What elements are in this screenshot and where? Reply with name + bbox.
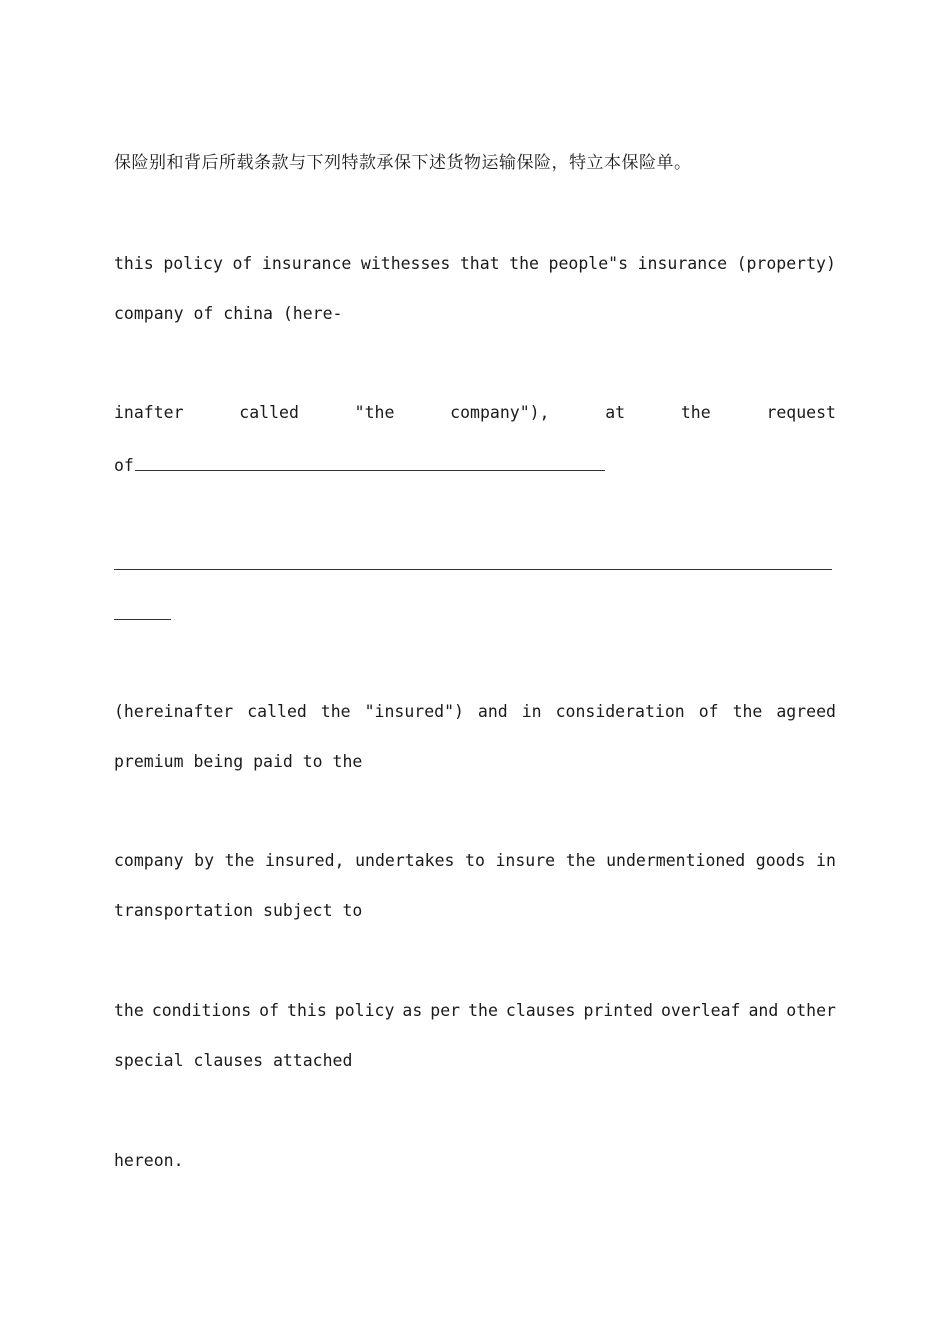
word: the [468,1001,498,1020]
policy-line-11: hereon. [114,1151,184,1170]
word: undermentioned [606,851,746,870]
word: insurance [637,254,727,273]
word: the [732,702,763,721]
word: in [816,851,836,870]
word: people"s [548,254,629,273]
word: insure [495,851,556,870]
word: agreed [776,702,836,721]
word: company"), [450,403,550,422]
word: of [232,254,253,273]
policy-line-7 [114,850,836,872]
insured-name-blank[interactable] [135,452,605,471]
policy-line-3 [114,402,836,424]
policy-line-5 [114,701,836,723]
word: as [402,1001,423,1020]
word: to [465,851,485,870]
word: goods [755,851,806,870]
word: "the [354,403,395,422]
insured-name-blank-continued[interactable] [114,569,832,570]
word: per [430,1001,461,1020]
policy-line-9 [114,1000,836,1022]
word: the [320,702,351,721]
insured-name-blank-end[interactable] [114,619,171,620]
word: printed [583,1001,653,1020]
word: in [521,702,542,721]
word: that [459,254,500,273]
word: consideration [555,702,685,721]
chinese-clause-line: 保险别和背后所载条款与下列特款承保下述货物运输保险，特立本保险单。 [114,153,692,173]
policy-line-2: company of china (here- [114,304,343,323]
word: the [224,851,255,870]
word: of [698,702,719,721]
policy-line-6: premium being paid to the [114,752,363,771]
word: policy [334,1001,395,1020]
request-of-label: of [114,456,134,475]
word: at [605,403,626,422]
word: (hereinafter [114,702,234,721]
word: undertakes [355,851,455,870]
word: called [247,702,307,721]
word: request [766,403,836,422]
word: by [194,851,215,870]
word: the [565,851,596,870]
word: this [287,1001,327,1020]
word: the [114,1001,144,1020]
word: insurance [261,254,352,273]
word: overleaf [660,1001,741,1020]
word: and [477,702,508,721]
word: clauses [505,1001,576,1020]
word: policy [163,254,223,273]
word: the [509,254,539,273]
word: company [114,851,184,870]
word: conditions [151,1001,252,1020]
word: (property) [736,254,836,273]
policy-line-10: special clauses attached [114,1051,353,1070]
word: other [786,1001,836,1020]
policy-line-4 [114,452,836,477]
word: and [748,1001,779,1020]
policy-line-1 [114,253,836,275]
word: "insured") [364,702,464,721]
word: of [259,1001,280,1020]
word: inafter [114,403,184,422]
word: insured, [265,851,345,870]
policy-line-8: transportation subject to [114,901,363,920]
word: the [680,403,711,422]
word: called [239,403,299,422]
word: withesses [360,254,451,273]
word: this [114,254,154,273]
